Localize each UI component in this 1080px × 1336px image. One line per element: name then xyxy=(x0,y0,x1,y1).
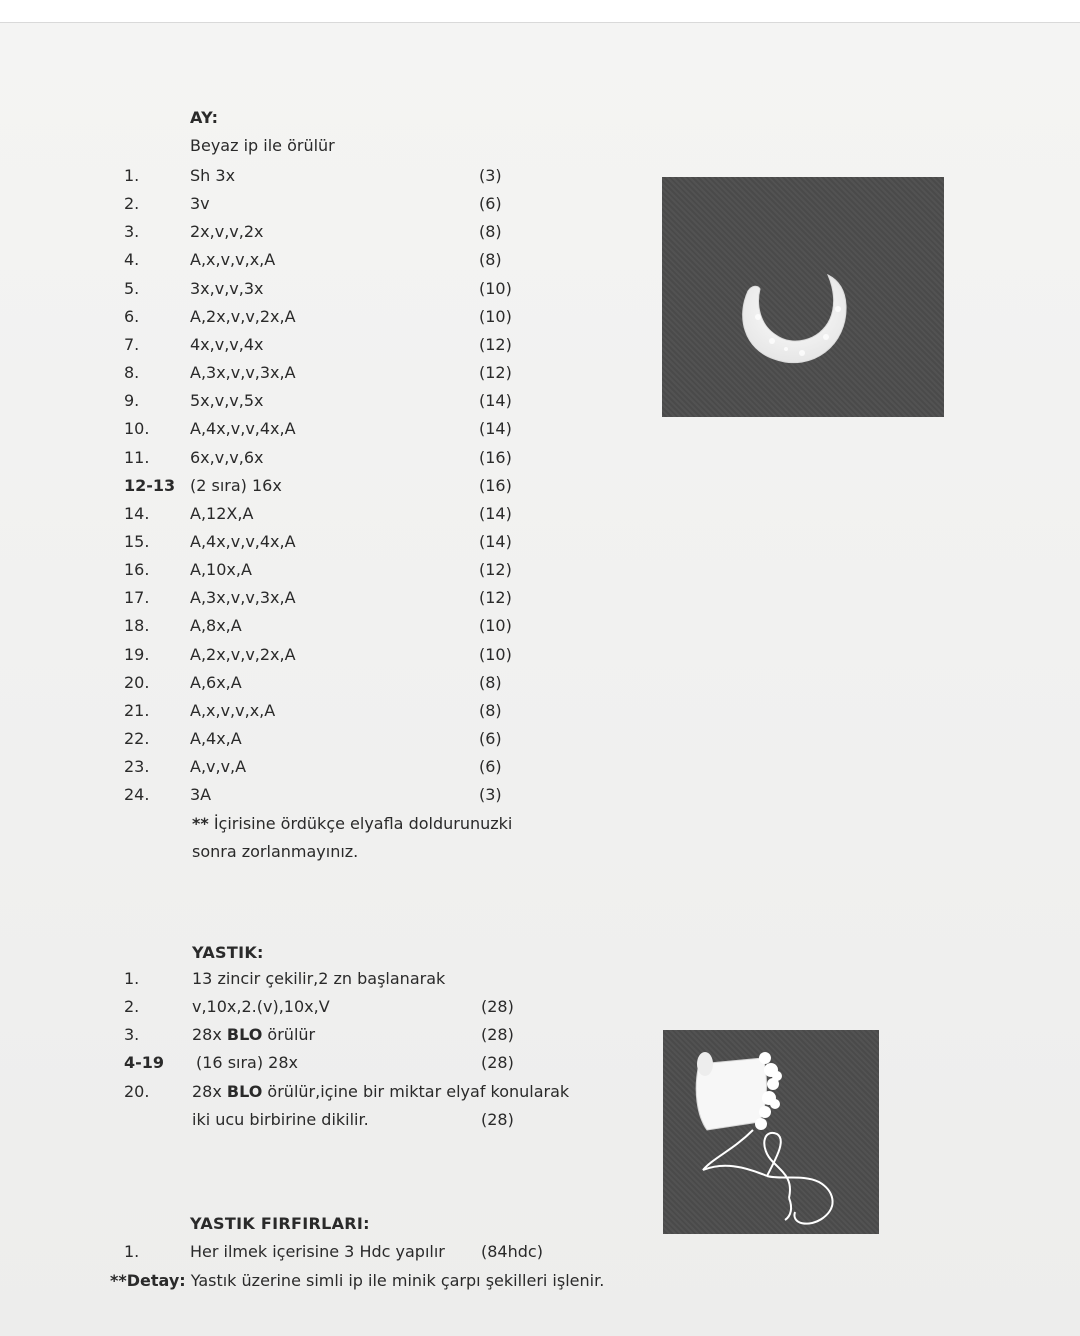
row-number: 7. xyxy=(124,334,140,354)
row-number: 12-13 xyxy=(124,475,176,495)
row-count: (3) xyxy=(479,785,502,805)
pattern-page xyxy=(0,23,1080,1336)
row-instruction: A,6x,A xyxy=(190,672,242,692)
row-count: (12) xyxy=(479,363,512,382)
row-number: 20. xyxy=(124,672,150,692)
row-instruction: iki ucu birbirine dikilir. xyxy=(192,1110,369,1129)
ay-row xyxy=(0,757,700,779)
detay-note xyxy=(110,1271,604,1290)
ay-row xyxy=(0,476,700,498)
row-count: (10) xyxy=(479,278,512,298)
row-instruction: (16 sıra) 28x xyxy=(196,1053,299,1072)
row-count: (28) xyxy=(481,1110,514,1129)
ay-row xyxy=(0,194,700,216)
row-instruction: Sh 3x xyxy=(190,166,236,185)
ay-row xyxy=(0,391,700,413)
ay-row xyxy=(0,419,700,441)
row-instruction: 6x,v,v,6x xyxy=(190,447,264,467)
ay-row xyxy=(0,222,700,244)
yastik-row xyxy=(0,969,700,991)
ay-row xyxy=(0,701,700,723)
row-instruction: 3A xyxy=(190,785,212,805)
row-number: 5. xyxy=(124,278,140,298)
row-count: (3) xyxy=(479,166,502,185)
ins-post: örülür xyxy=(262,1025,316,1044)
row-instruction: 4x,v,v,4x xyxy=(190,334,264,354)
row-count: (6) xyxy=(479,194,502,214)
row-count: (12) xyxy=(479,560,512,580)
detay-text: Yastık üzerine simli ip ile minik çarpı şekilleri işlenir. xyxy=(185,1271,605,1290)
row-count: (28) xyxy=(481,997,514,1016)
ay-row xyxy=(0,673,700,695)
row-instruction: A,4x,A xyxy=(190,729,242,748)
row-instruction: A,2x,v,v,2x,A xyxy=(190,306,296,326)
row-number: 4. xyxy=(124,250,140,270)
row-count: (28) xyxy=(481,1025,514,1044)
ay-row xyxy=(0,588,700,610)
row-instruction: A,x,v,v,x,A xyxy=(190,700,276,720)
row-instruction: A,4x,v,v,4x,A xyxy=(190,531,296,551)
ay-row xyxy=(0,307,700,329)
yastik-row xyxy=(0,1082,700,1104)
ay-row xyxy=(0,166,700,188)
ay-row xyxy=(0,250,700,272)
ay-note-line-1 xyxy=(192,814,512,833)
row-instruction: A,2x,v,v,2x,A xyxy=(190,644,296,664)
row-instruction: A,12X,A xyxy=(190,503,254,523)
section-subtitle-ay: Beyaz ip ile örülür xyxy=(190,136,335,155)
row-number: 15. xyxy=(124,531,150,551)
row-count: (10) xyxy=(479,306,512,326)
moon-photo xyxy=(662,177,944,417)
row-count: (8) xyxy=(479,672,502,692)
row-number: 20. xyxy=(124,1082,150,1101)
ins-post: örülür,içine bir miktar elyaf konularak xyxy=(262,1082,570,1101)
row-count: (84hdc) xyxy=(481,1242,543,1261)
row-count: (16) xyxy=(479,447,512,467)
row-count: (8) xyxy=(479,222,502,242)
row-number: 1. xyxy=(124,166,140,185)
pillow-image xyxy=(663,1030,879,1234)
yastik-row xyxy=(0,1053,700,1075)
ay-note-line-2: sonra zorlanmayınız. xyxy=(192,842,359,861)
row-number: 1. xyxy=(124,969,140,988)
moon-image xyxy=(662,177,944,417)
row-number: 4-19 xyxy=(124,1053,165,1072)
ay-row xyxy=(0,335,700,357)
detay-label: **Detay: xyxy=(110,1271,186,1290)
row-instruction: A,x,v,v,x,A xyxy=(190,250,276,270)
row-count: (12) xyxy=(479,334,512,354)
row-number: 14. xyxy=(124,503,150,523)
row-number: 3. xyxy=(124,1025,140,1044)
top-bar xyxy=(0,0,1080,23)
ins-bold: BLO xyxy=(226,1025,263,1044)
ins-bold: BLO xyxy=(226,1082,263,1101)
ins-pre: 28x xyxy=(192,1082,227,1101)
row-count: (14) xyxy=(479,531,512,551)
note-text: İçirisine ördükçe elyafla doldurunuzki xyxy=(213,814,513,833)
row-number: 3. xyxy=(124,222,140,242)
row-instruction xyxy=(192,1025,315,1044)
section-title-ay: AY: xyxy=(190,108,219,127)
row-count: (12) xyxy=(479,588,512,608)
ay-row xyxy=(0,279,700,301)
row-count: (16) xyxy=(479,475,512,495)
row-number: 2. xyxy=(124,194,140,214)
row-number: 9. xyxy=(124,391,140,411)
row-instruction: v,10x,2.(v),10x,V xyxy=(192,997,330,1016)
row-count: (14) xyxy=(479,419,512,439)
ins-pre: 28x xyxy=(192,1025,227,1044)
yastik-row-continuation xyxy=(0,1110,700,1132)
row-number: 23. xyxy=(124,757,150,777)
row-number: 24. xyxy=(124,785,150,805)
row-count: (8) xyxy=(479,250,502,270)
section-title-firfir: YASTIK FIRFIRLARI: xyxy=(190,1214,370,1233)
ay-row xyxy=(0,532,700,554)
row-number: 8. xyxy=(124,363,140,382)
row-number: 18. xyxy=(124,616,150,636)
row-instruction: 3x,v,v,3x xyxy=(190,278,264,298)
row-count: (8) xyxy=(479,700,502,720)
row-instruction: 2x,v,v,2x xyxy=(190,222,264,242)
row-instruction: 3v xyxy=(190,194,210,214)
row-count: (28) xyxy=(481,1053,514,1072)
row-number: 10. xyxy=(124,419,150,439)
ay-row xyxy=(0,363,700,385)
row-instruction: 5x,v,v,5x xyxy=(190,391,264,411)
ay-row xyxy=(0,560,700,582)
row-instruction xyxy=(192,1082,569,1101)
ay-row xyxy=(0,785,700,807)
row-instruction: A,4x,v,v,4x,A xyxy=(190,419,296,439)
ay-row xyxy=(0,645,700,667)
row-number: 1. xyxy=(124,1242,140,1261)
row-number: 16. xyxy=(124,560,150,580)
row-number: 17. xyxy=(124,588,150,608)
row-count: (10) xyxy=(479,644,512,664)
yastik-row xyxy=(0,997,700,1019)
ay-row xyxy=(0,729,700,751)
row-number: 2. xyxy=(124,997,140,1016)
row-number: 22. xyxy=(124,729,150,748)
row-instruction: A,8x,A xyxy=(190,616,242,636)
pillow-photo xyxy=(663,1030,879,1234)
ay-row xyxy=(0,448,700,470)
row-instruction: 13 zincir çekilir,2 zn başlanarak xyxy=(192,969,446,988)
row-instruction: (2 sıra) 16x xyxy=(190,475,282,495)
row-number: 19. xyxy=(124,644,150,664)
row-count: (6) xyxy=(479,757,502,777)
row-number: 6. xyxy=(124,306,140,326)
row-count: (14) xyxy=(479,391,512,411)
yastik-row xyxy=(0,1025,700,1047)
ay-row xyxy=(0,616,700,638)
ay-row xyxy=(0,504,700,526)
firfir-row xyxy=(0,1242,700,1264)
row-instruction: A,3x,v,v,3x,A xyxy=(190,588,296,608)
row-count: (6) xyxy=(479,729,502,748)
row-number: 11. xyxy=(124,447,150,467)
note-stars: ** xyxy=(192,814,209,833)
row-number: 21. xyxy=(124,700,150,720)
row-instruction: A,3x,v,v,3x,A xyxy=(190,363,296,382)
row-instruction: A,10x,A xyxy=(190,560,252,580)
row-instruction: Her ilmek içerisine 3 Hdc yapılır xyxy=(190,1242,445,1261)
row-instruction: A,v,v,A xyxy=(190,757,247,777)
section-title-yastik: YASTIK: xyxy=(192,943,264,962)
row-count: (14) xyxy=(479,503,512,523)
row-count: (10) xyxy=(479,616,512,636)
